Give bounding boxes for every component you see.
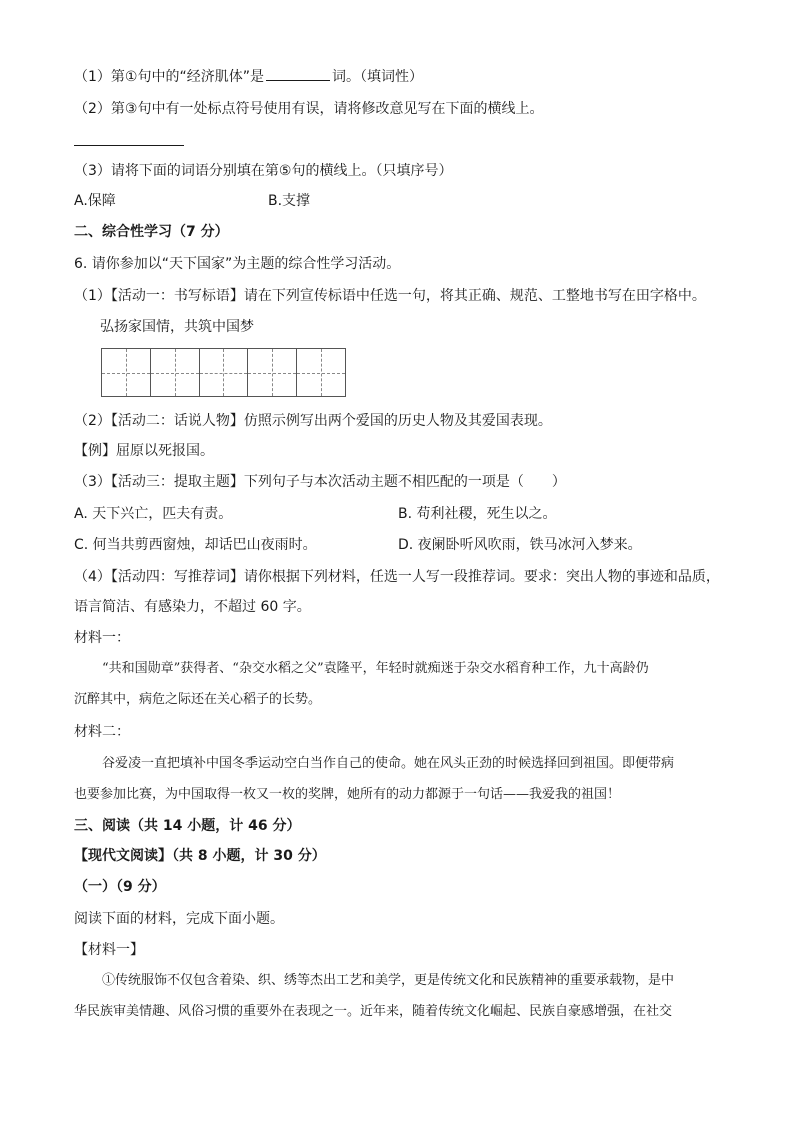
material-one-heading: 【材料一】 (74, 942, 144, 958)
tianzige-grid (101, 348, 346, 397)
material-2-line-1: 谷爱凌一直把填补中国冬季运动空白当作自己的使命。她在风头正劲的时候选择回到祖国。即便带病 (102, 756, 675, 771)
material-1-line-1: “共和国勋章”获得者、“杂交水稻之父”袁隆平，年轻时就痴迷于杂交水稻育种工作，九十高龄仍 (102, 661, 649, 676)
choice-d: D. 夜阑卧听风吹雨，铁马冰河入梦来。 (398, 537, 642, 553)
material-2-line-2: 也要参加比赛，为中国取得一枚又一枚的奖牌，她所有的动力都源于一句话——我爱我的祖国！ (74, 787, 621, 802)
option-a: A.保障 (74, 193, 116, 209)
answer-blank (266, 66, 330, 81)
answer-line (74, 145, 184, 146)
grid-cell (297, 349, 345, 396)
modern-reading-heading: 【现代文阅读】（共 8 小题，计 30 分） (74, 848, 326, 864)
question-1-suffix: 词。（填词性） (331, 69, 423, 85)
grid-cell (151, 349, 200, 396)
choice-a: A. 天下兴亡，匹夫有责。 (74, 506, 233, 522)
activity-4-line-1: （4）【活动四：写推荐词】请你根据下列材料，任选一人写一段推荐词。要求：突出人物的事迹和品质， (74, 569, 720, 585)
passage-line-1: ①传统服饰不仅包含着染、织、绣等杰出工艺和美学，更是传统文化和民族精神的重要承载物，是中 (102, 973, 675, 988)
material-2-label: 材料二： (74, 724, 130, 740)
choice-b: B. 苟利社稷，死生以之。 (398, 506, 557, 522)
section-3-heading: 三、阅读（共 14 小题，计 46 分） (74, 818, 301, 834)
section-2-heading: 二、综合性学习（7 分） (74, 224, 229, 240)
example: 【例】屈原以死报国。 (74, 443, 214, 459)
part-1-heading: （一）（9 分） (74, 879, 166, 895)
option-b: B.支撑 (268, 193, 311, 209)
material-1-label: 材料一： (74, 630, 130, 646)
question-3: （3）请将下面的词语分别填在第⑤句的横线上。（只填序号） (74, 163, 453, 179)
activity-1: （1）【活动一：书写标语】请在下列宣传标语中任选一句，将其正确、规范、工整地书写在田字格中。 (74, 288, 706, 304)
grid-cell (102, 349, 151, 396)
activity-2: （2）【活动二：话说人物】仿照示例写出两个爱国的历史人物及其爱国表现。 (74, 413, 552, 429)
choice-c: C. 何当共剪西窗烛，却话巴山夜雨时。 (74, 537, 317, 553)
grid-cell (248, 349, 297, 396)
question-6: 6. 请你参加以“天下国家”为主题的综合性学习活动。 (74, 256, 401, 272)
slogan: 弘扬家国情，共筑中国梦 (100, 319, 254, 335)
material-1-line-2: 沉醉其中，病危之际还在关心稻子的长势。 (74, 692, 322, 707)
grid-cell (200, 349, 249, 396)
activity-3: （3）【活动三：提取主题】下列句子与本次活动主题不相匹配的一项是（ ） (74, 474, 566, 490)
activity-4-line-2: 语言简洁、有感染力，不超过 60 字。 (74, 599, 311, 615)
question-1 (74, 66, 423, 87)
question-1-prefix: （1）第①句中的“经济肌体”是 (74, 69, 264, 85)
question-2: （2）第③句中有一处标点符号使用有误，请将修改意见写在下面的横线上。 (74, 101, 544, 117)
reading-instruction: 阅读下面的材料，完成下面小题。 (74, 911, 284, 927)
passage-line-2: 华民族审美情趣、风俗习惯的重要外在表现之一。近年来，随着传统文化崛起、民族自豪感增强，在社交 (74, 1004, 673, 1019)
